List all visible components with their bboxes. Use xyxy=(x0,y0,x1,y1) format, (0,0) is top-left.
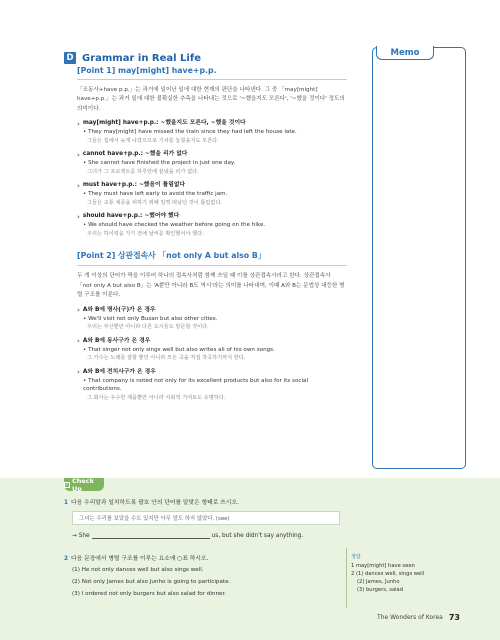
translation: 그 회사는 우수한 제품뿐만 아니라 사회적 기여로도 유명하다. xyxy=(87,394,226,401)
question-item[interactable]: (2) Not only James but also Junho is going to participate. xyxy=(72,579,231,585)
translation: 그들은 교통 체증을 피하기 위해 일찍 떠났던 것이 틀림없다. xyxy=(87,199,223,206)
question-prompt: 다음 문장에서 병렬 구조를 이루는 요소에 ○표 하시오. xyxy=(71,556,209,562)
example-sentence: • That singer not only sings well but also writes all of his own songs. xyxy=(83,346,275,353)
checkup-title: Check Up xyxy=(72,476,94,493)
question-prompt: 다음 우리말과 일치하도록 괄호 안의 단어를 알맞은 형태로 쓰시오. xyxy=(71,500,239,506)
chevron-right-icon: › xyxy=(77,181,80,190)
point1-rule-block xyxy=(77,212,347,238)
point2-divider xyxy=(77,265,347,266)
translation: 그녀가 그 프로젝트를 하루만에 끝냈을 리가 없다. xyxy=(87,168,199,175)
example-text: She cannot have finished the project in just one day. xyxy=(88,160,236,167)
question-item[interactable]: (1) He not only dances well but also sings well. xyxy=(72,567,204,573)
point2-block xyxy=(77,250,347,402)
point2-rule-block xyxy=(77,306,347,332)
memo-tab xyxy=(376,46,434,60)
point1-title: [Point 1] may[might] have+p.p. xyxy=(77,66,217,75)
question-2 xyxy=(64,553,208,562)
rule-heading xyxy=(77,150,347,159)
chevron-right-icon: › xyxy=(77,337,80,346)
rule-heading xyxy=(77,368,347,377)
point2-rule-block xyxy=(77,337,347,363)
point1-paragraph: 「조동사+have p.p.」는 과거에 일어난 일에 대한 현재의 판단을 나타낸다. 그 중 「may[might] have+p.p.」는 과거 일에 대한 불확실한 추측을 나타내는 것으로 '~했을지도 모른다', '~했을 것이다' 정도의 의미이다. xyxy=(77,86,345,112)
rule-heading xyxy=(77,306,347,315)
point1-rule-block xyxy=(77,150,347,176)
rule-text: A와 B에 전치사구가 온 경우 xyxy=(82,368,156,375)
question-1 xyxy=(64,497,239,506)
example-sentence: • That company is noted not only for its excellent products but also for its social contributions. xyxy=(83,377,309,393)
answer-divider xyxy=(346,548,347,608)
answer-line: 2 (1) dances well, sings well xyxy=(351,571,425,577)
rule-text: A와 B에 동사구가 온 경우 xyxy=(82,337,151,344)
example-text: We'll visit not only Busan but also other cities. xyxy=(88,315,218,322)
translation: 그들은 집에서 늦게 나갔으므로 기차를 놓쳤을지도 모른다. xyxy=(87,137,219,144)
point1-rule-block xyxy=(77,119,347,145)
rule-text: must have+p.p.: ~했음이 틀림없다 xyxy=(82,182,186,189)
grammar-content xyxy=(77,66,347,402)
answer-prefix: → She xyxy=(72,533,90,539)
example-sentence: • She cannot have finished the project in just one day. xyxy=(83,160,236,167)
rule-text: may[might] have+p.p.: ~했을지도 모른다, ~했을 것이다 xyxy=(82,120,246,127)
question-number: 1 xyxy=(64,500,69,506)
example-sentence: • They must have left early to avoid the traffic jam. xyxy=(83,191,228,198)
chevron-right-icon: › xyxy=(77,119,80,128)
example-text: They must have left early to avoid the traffic jam. xyxy=(88,191,228,198)
rule-heading xyxy=(77,212,347,221)
rule-heading xyxy=(77,119,347,128)
checkup-tab xyxy=(64,478,104,491)
chevron-right-icon: › xyxy=(77,212,80,221)
hint-box: 그녀는 우리를 보았을 수도 있지만 아무 말도 하지 않았다. (see) xyxy=(72,511,340,525)
answer-key xyxy=(351,553,451,594)
translation: 우리는 하이킹을 가기 전에 날씨를 확인했어야 했다. xyxy=(87,230,204,237)
answer-key-title: 정답 xyxy=(351,554,361,560)
answer-line: (3) burgers, salad xyxy=(357,587,404,593)
example-text: That singer not only sings well but also writes all of his own songs. xyxy=(88,346,275,353)
chevron-right-icon: › xyxy=(77,150,80,159)
page-footer xyxy=(377,613,460,622)
translation: 그 가수는 노래를 잘할 뿐만 아니라 모든 곡을 직접 작곡하기까지 한다. xyxy=(87,355,246,362)
rule-text: cannot have+p.p.: ~했을 리가 없다 xyxy=(82,151,188,158)
example-sentence: • They may[might] have missed the train since they had left the house late. xyxy=(83,129,297,136)
example-text: They may[might] have missed the train since they had left the house late. xyxy=(88,129,297,136)
book-title: The Wonders of Korea xyxy=(377,614,443,621)
example-text: We should have checked the weather before going on the hike. xyxy=(88,222,266,229)
memo-box[interactable] xyxy=(372,47,466,469)
translation: 우리는 부산뿐만 아니라 다른 도시들도 방문할 것이다. xyxy=(87,324,209,331)
section-title: Grammar in Real Life xyxy=(82,52,201,64)
rule-text: A와 B에 명사(구)가 온 경우 xyxy=(82,306,156,313)
chevron-right-icon: › xyxy=(77,306,80,315)
answer-line: (2) James, Junho xyxy=(357,579,400,585)
memo-title: Memo xyxy=(390,47,420,58)
question-item[interactable]: (3) I ordered not only burgers but also salad for dinner. xyxy=(72,591,227,597)
rule-text: should have+p.p.: ~했어야 했다 xyxy=(82,213,180,220)
answer-suffix: us, but she didn't say anything. xyxy=(211,533,304,539)
point1-rule-block xyxy=(77,181,347,207)
example-sentence: • We should have checked the weather before going on the hike. xyxy=(83,222,266,229)
point1-divider xyxy=(77,79,347,80)
point2-title: [Point 2] 상관접속사 「not only A but also B」 xyxy=(77,251,266,261)
checkbox-icon: ✓ xyxy=(64,481,70,488)
answer-blank-input[interactable] xyxy=(92,533,210,539)
page-number: 73 xyxy=(448,613,460,622)
question-number: 2 xyxy=(64,556,69,562)
example-sentence: • We'll visit not only Busan but also other cities. xyxy=(83,315,218,322)
rule-heading xyxy=(77,181,347,190)
chevron-right-icon: › xyxy=(77,368,80,377)
section-badge: D xyxy=(64,52,76,64)
section-header xyxy=(64,52,201,64)
point2-rule-block xyxy=(77,368,347,403)
example-text: That company is noted not only for its excellent products but also for its social contributions. xyxy=(83,377,309,393)
answer-line xyxy=(72,533,303,539)
answer-line: 1 may[might] have seen xyxy=(351,563,415,569)
rule-heading xyxy=(77,337,347,346)
point2-paragraph: 두 개 이상의 단어가 짝을 이루어 하나의 접속사처럼 함께 쓰일 때 이를 상관접속사라고 한다. 상관접속사 「not only A but also B」는 'A뿐만 아니라 B도 역시'라는 의미를 나타내며, 이때 A와 B는 문법상 대등한 병렬 구조를 이룬다. xyxy=(77,273,345,299)
